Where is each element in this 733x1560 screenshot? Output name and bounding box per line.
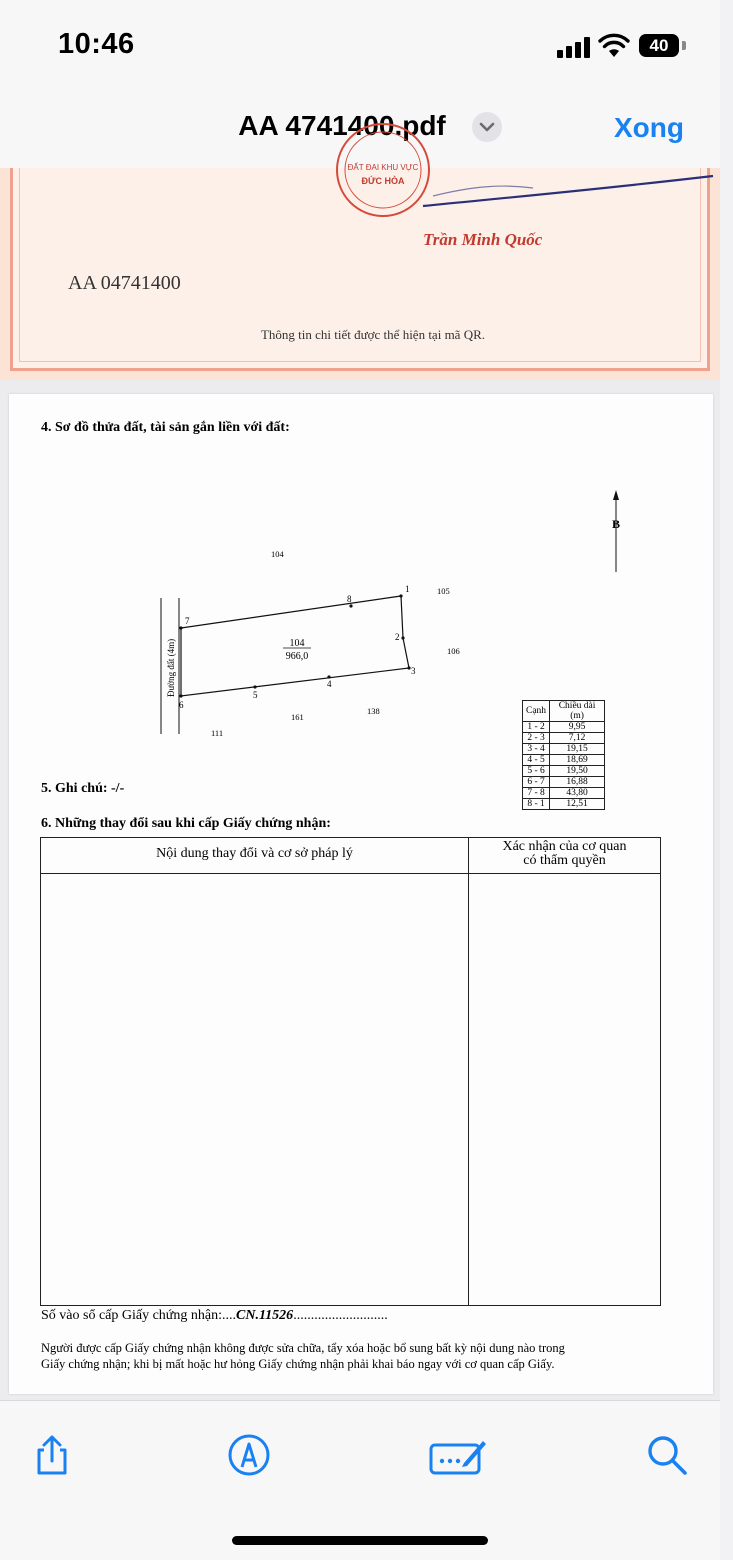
status-bar: [0, 0, 720, 90]
vertex-3: 3: [411, 666, 416, 676]
table-row: [523, 788, 605, 799]
section-4-title: 4. Sơ đồ thửa đất, tài sản gắn liền với đất:: [41, 420, 290, 435]
chevron-down-icon: [472, 112, 502, 142]
table-cell: 18,69: [550, 755, 605, 766]
table-cell: 5 - 6: [523, 766, 550, 777]
battery-tip: [682, 41, 686, 50]
table-row: [523, 755, 605, 766]
qr-note: Thông tin chi tiết được thể hiện tại mã QR.: [260, 327, 486, 342]
certificate-page-fragment: [0, 163, 720, 380]
table-cell: 2 - 3: [523, 733, 550, 744]
table-cell: 19,50: [550, 766, 605, 777]
table-header: Chiều dài (m): [550, 701, 605, 722]
pdf-page: [9, 394, 713, 1394]
cellular-signal-icon: [557, 36, 591, 58]
changes-table: [40, 837, 661, 1306]
vertex-4: 4: [327, 679, 332, 689]
footer-line-2: Giấy chứng nhận; khi bị mất hoặc hư hỏng Giấy chứng nhận phải khai báo ngay với cơ quan cấp Giấy.: [41, 1357, 555, 1371]
changes-col-content: Nội dung thay đổi và cơ sở pháp lý: [156, 846, 353, 861]
footer-line-1: Người được cấp Giấy chứng nhận không được sửa chữa, tẩy xóa hoặc bổ sung bất kỳ nội dung nào trong: [41, 1341, 565, 1355]
table-row: [523, 799, 605, 810]
seal-text-1: ĐẤT ĐAI KHU VỰC: [347, 163, 419, 172]
road-label: Đường đất (4m): [166, 638, 176, 697]
signature-stroke: [413, 168, 713, 218]
official-seal: [331, 148, 435, 218]
table-row: [523, 777, 605, 788]
table-cell: 12,51: [550, 799, 605, 810]
footer-note: [41, 1340, 681, 1372]
table-cell: 3 - 4: [523, 744, 550, 755]
edge-length-table: [522, 700, 605, 810]
markup-icon[interactable]: [227, 1433, 271, 1477]
signature-icon[interactable]: [428, 1433, 488, 1477]
neighbor-bottom-right: 138: [367, 706, 380, 716]
table-cell: 7,12: [550, 733, 605, 744]
neighbor-bottom-left: 111: [211, 728, 224, 738]
vertex-5: 5: [253, 690, 258, 700]
registry-line: [41, 1308, 388, 1324]
pdf-viewer[interactable]: [0, 163, 720, 1400]
share-icon[interactable]: [30, 1433, 74, 1477]
registry-number: CN.11526: [236, 1308, 294, 1323]
vertex-8: 8: [347, 594, 352, 604]
wifi-icon: [598, 33, 630, 59]
table-row: [523, 744, 605, 755]
section-5-title: 5. Ghi chú: -/-: [41, 781, 125, 796]
table-cell: 19,15: [550, 744, 605, 755]
table-row: [523, 733, 605, 744]
changes-col-confirmation-line1: Xác nhận của cơ quan: [502, 839, 627, 854]
table-cell: 9,95: [550, 722, 605, 733]
parcel-area: 966,0: [285, 651, 309, 662]
north-label: B: [612, 517, 621, 531]
table-cell: 43,80: [550, 788, 605, 799]
vertex-7: 7: [185, 616, 190, 626]
registry-label: Số vào sổ cấp Giấy chứng nhận:....: [41, 1308, 236, 1323]
section-6-title: 6. Những thay đổi sau khi cấp Giấy chứng nhận:: [41, 816, 331, 831]
neighbor-bottom-mid: 161: [291, 712, 304, 722]
neighbor-right: 106: [447, 646, 460, 656]
table-cell: 4 - 5: [523, 755, 550, 766]
battery-icon: 40: [639, 34, 679, 57]
table-cell: 16,88: [550, 777, 605, 788]
table-row: [523, 722, 605, 733]
vertex-6: 6: [179, 700, 184, 710]
certificate-number: AA 04741400: [68, 272, 181, 294]
neighbor-top: 104: [271, 549, 284, 559]
table-cell: 6 - 7: [523, 777, 550, 788]
search-icon[interactable]: [645, 1433, 689, 1477]
signer-name: Trần Minh Quốc: [423, 230, 543, 249]
document-title[interactable]: AA 4741400.pdf: [238, 110, 446, 141]
vertex-2: 2: [395, 632, 400, 642]
title-menu-button[interactable]: [472, 112, 502, 142]
changes-col-confirmation-line2: có thẩm quyền: [523, 853, 606, 868]
registry-dots: ...........................: [293, 1308, 388, 1323]
neighbor-top-right: 105: [437, 586, 450, 596]
seal-text-2: ĐỨC HÒA: [361, 176, 405, 186]
status-time: 10:46: [58, 28, 135, 60]
done-button[interactable]: Xong: [614, 112, 684, 143]
changes-col-confirmation: [469, 840, 660, 868]
table-header: Cạnh: [523, 701, 550, 722]
north-arrow-head: [613, 490, 619, 500]
table-cell: 8 - 1: [523, 799, 550, 810]
vertex-1: 1: [405, 584, 410, 594]
table-cell: 1 - 2: [523, 722, 550, 733]
home-indicator[interactable]: [232, 1536, 488, 1545]
parcel-number: 104: [289, 638, 305, 649]
table-cell: 7 - 8: [523, 788, 550, 799]
table-row: [523, 766, 605, 777]
